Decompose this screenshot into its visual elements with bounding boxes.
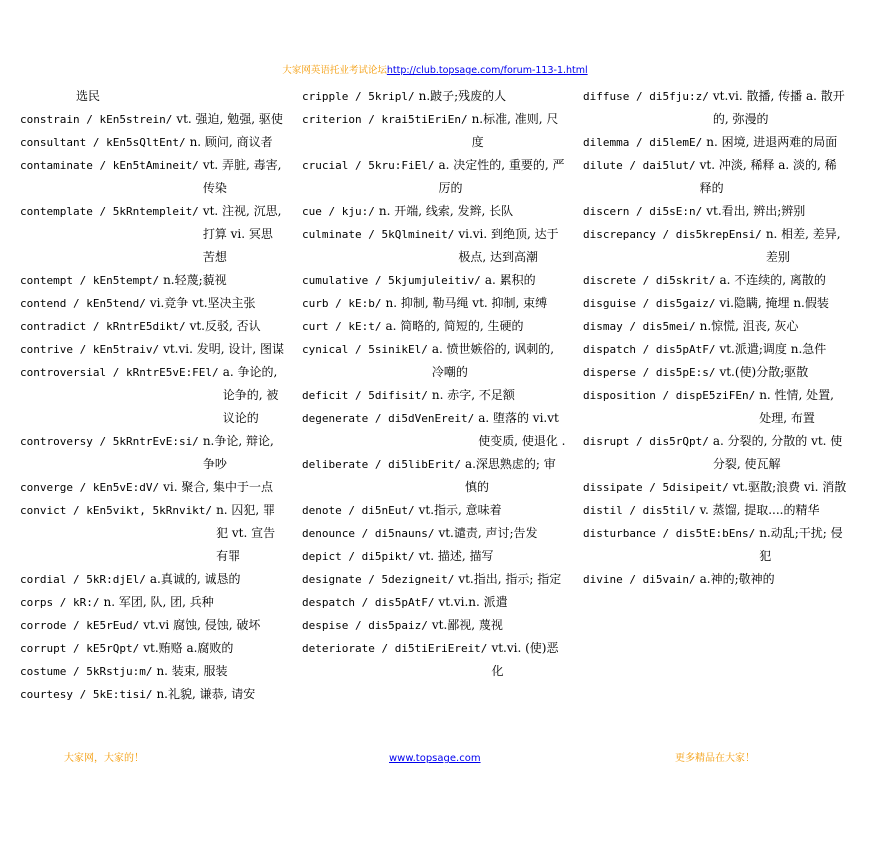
entry-word: contradict / kRntrE5dikt/ bbox=[20, 320, 186, 333]
entry-word: denounce / di5nauns/ bbox=[302, 527, 435, 540]
entry-word: discrete / di5skrit/ bbox=[583, 274, 716, 287]
entry-word: controversy / 5kRntrEvE:si/ bbox=[20, 435, 199, 448]
entry-word: criterion / krai5tiEriEn/ bbox=[302, 113, 468, 126]
entry-definition: a.神的;敬神的 bbox=[699, 572, 775, 586]
vocab-entry bbox=[583, 131, 847, 154]
entry-definition: n.动乱;干扰; 侵犯 bbox=[759, 526, 843, 563]
entry-definition: n.跛子;残废的人 bbox=[418, 89, 507, 103]
vocab-entry bbox=[583, 430, 847, 476]
entry-word: culminate / 5kQlmineit/ bbox=[302, 228, 455, 241]
vocab-entry bbox=[583, 568, 847, 591]
entry-definition: vt.vi 腐蚀, 侵蚀, 破坏 bbox=[143, 618, 261, 632]
entry-word: disturbance / dis5tE:bEns/ bbox=[583, 527, 756, 540]
entry-definition: n. 赤字, 不足额 bbox=[431, 388, 515, 402]
footer-site-link[interactable]: www.topsage.com bbox=[389, 753, 481, 764]
entry-word: corps / kR:/ bbox=[20, 596, 100, 609]
vocab-entry bbox=[583, 154, 847, 200]
vocab-entry bbox=[302, 637, 566, 683]
entry-word: courtesy / 5kE:tisi/ bbox=[20, 688, 153, 701]
vocab-entry bbox=[20, 200, 284, 269]
vocab-entry bbox=[20, 660, 284, 683]
entry-definition: a. 愤世嫉俗的, 讽刺的, 冷嘲的 bbox=[431, 342, 555, 379]
vocab-entry bbox=[302, 591, 566, 614]
entry-word: convict / kEn5vikt, 5kRnvikt/ bbox=[20, 504, 213, 517]
entry-word: dissipate / 5disipeit/ bbox=[583, 481, 729, 494]
vocab-entry bbox=[302, 384, 566, 407]
vocab-entry bbox=[583, 522, 847, 568]
entry-word: corrode / kE5rEud/ bbox=[20, 619, 140, 632]
vocab-entry bbox=[583, 85, 847, 131]
entry-word: cynical / 5sinikEl/ bbox=[302, 343, 428, 356]
entry-definition: vt. 强迫, 勉强, 驱使 bbox=[176, 112, 283, 126]
entry-word: depict / di5pikt/ bbox=[302, 550, 415, 563]
vocab-entry bbox=[20, 683, 284, 706]
vocab-entry bbox=[302, 338, 566, 384]
vocab-entry bbox=[20, 568, 284, 591]
entry-definition: vi.隐瞒, 掩埋 n.假装 bbox=[719, 296, 829, 310]
entry-definition: a. 分裂的, 分散的 vt. 使分裂, 使瓦解 bbox=[712, 434, 843, 471]
column-continuation: 选民 bbox=[76, 89, 101, 103]
vocab-entry bbox=[20, 430, 284, 476]
vocab-entry bbox=[583, 223, 847, 269]
entry-definition: n.争论, 辩论, 争吵 bbox=[202, 434, 274, 471]
entry-definition: vt.(使)分散;驱散 bbox=[719, 365, 809, 379]
entry-definition: vt.贿赂 a.腐败的 bbox=[143, 641, 234, 655]
entry-definition: vt.指示, 意味着 bbox=[418, 503, 502, 517]
footer-slogan-left: 大家网，大家的！ bbox=[64, 753, 144, 764]
entry-definition: n. 开端, 线索, 发辫, 长队 bbox=[378, 204, 514, 218]
entry-definition: vt.谴责, 声讨;告发 bbox=[438, 526, 538, 540]
entry-definition: vt. 描述, 描写 bbox=[418, 549, 494, 563]
entry-word: converge / kEn5vE:dV/ bbox=[20, 481, 160, 494]
vocab-entry bbox=[20, 292, 284, 315]
entry-word: despise / dis5paiz/ bbox=[302, 619, 428, 632]
vocab-entry bbox=[302, 453, 566, 499]
vocab-entry bbox=[583, 269, 847, 292]
vocab-entry bbox=[302, 85, 566, 108]
vocab-entry bbox=[583, 499, 847, 522]
entry-definition: n. 囚犯, 罪犯 vt. 宣告有罪 bbox=[216, 503, 276, 563]
entry-word: dilemma / di5lemE/ bbox=[583, 136, 703, 149]
entry-word: disposition / dispE5ziFEn/ bbox=[583, 389, 756, 402]
vocab-entry bbox=[583, 476, 847, 499]
entry-definition: n. 军团, 队, 团, 兵种 bbox=[103, 595, 214, 609]
entry-word: dilute / dai5lut/ bbox=[583, 159, 696, 172]
vocab-entry bbox=[20, 108, 284, 131]
entry-word: cripple / 5kripl/ bbox=[302, 90, 415, 103]
vocab-entry bbox=[20, 591, 284, 614]
entry-definition: n.轻蔑;藐视 bbox=[163, 273, 227, 287]
vocab-entry bbox=[583, 384, 847, 430]
entry-word: curt / kE:t/ bbox=[302, 320, 382, 333]
vocab-entry bbox=[302, 108, 566, 154]
entry-definition: n. 相差, 差异, 差别 bbox=[765, 227, 841, 264]
entry-definition: vt.看出, 辨出;辨别 bbox=[706, 204, 806, 218]
entry-word: contaminate / kEn5tAmineit/ bbox=[20, 159, 199, 172]
entry-word: denote / di5nEut/ bbox=[302, 504, 415, 517]
vocab-entry bbox=[583, 361, 847, 384]
entry-definition: n. 性情, 处置, 处理, 布置 bbox=[759, 388, 834, 425]
footer-slogan-right: 更多精品在大家！ bbox=[675, 753, 755, 764]
entry-definition: vt.反驳, 否认 bbox=[189, 319, 261, 333]
vocab-entry bbox=[302, 614, 566, 637]
entry-word: deficit / 5difisit/ bbox=[302, 389, 428, 402]
entry-word: diffuse / di5fju:z/ bbox=[583, 90, 709, 103]
entry-word: discern / di5sE:n/ bbox=[583, 205, 703, 218]
column-3 bbox=[583, 85, 847, 591]
entry-definition: vt.vi.n. 派遣 bbox=[438, 595, 508, 609]
entry-word: despatch / dis5pAtF/ bbox=[302, 596, 435, 609]
entry-definition: vt. 冲淡, 稀释 a. 淡的, 稀释的 bbox=[699, 158, 837, 195]
entry-definition: n. 顾问, 商议者 bbox=[189, 135, 273, 149]
entry-definition: a.深思熟虑的; 审慎的 bbox=[464, 457, 556, 494]
vocab-entry bbox=[20, 614, 284, 637]
vocab-entry bbox=[302, 522, 566, 545]
vocab-entry bbox=[302, 568, 566, 591]
entry-definition: a. 累积的 bbox=[484, 273, 536, 287]
entry-definition: vt.vi. 发明, 设计, 图谋 bbox=[163, 342, 284, 356]
entry-word: contemplate / 5kRntempleit/ bbox=[20, 205, 199, 218]
entry-definition: vi.vi. 到绝顶, 达于极点, 达到高潮 bbox=[458, 227, 559, 264]
vocab-entry bbox=[20, 499, 284, 568]
entry-definition: n.惊慌, 沮丧, 灰心 bbox=[699, 319, 799, 333]
entry-definition: vt. 注视, 沉思, 打算 vi. 冥思苦想 bbox=[202, 204, 282, 264]
entry-definition: vt.派遣;调度 n.急件 bbox=[719, 342, 827, 356]
entry-word: curb / kE:b/ bbox=[302, 297, 382, 310]
entry-definition: vt.驱散;浪费 vi. 消散 bbox=[732, 480, 847, 494]
entry-word: controversial / kRntrE5vE:FEl/ bbox=[20, 366, 219, 379]
entry-word: dismay / dis5mei/ bbox=[583, 320, 696, 333]
entry-definition: a. 堕落的 vi.vt 使变质, 使退化 . bbox=[478, 411, 566, 448]
vocab-entry bbox=[20, 154, 284, 200]
entry-word: disguise / dis5gaiz/ bbox=[583, 297, 716, 310]
vocab-entry bbox=[302, 269, 566, 292]
column-1 bbox=[20, 85, 284, 706]
vocab-entry bbox=[583, 315, 847, 338]
vocab-entry bbox=[302, 154, 566, 200]
entry-word: contempt / kEn5tempt/ bbox=[20, 274, 160, 287]
entry-word: cordial / 5kR:djEl/ bbox=[20, 573, 146, 586]
page-header bbox=[0, 64, 870, 78]
header-site-name: 大家网英语托业考试论坛 bbox=[282, 65, 387, 76]
entry-word: cumulative / 5kjumjuleitiv/ bbox=[302, 274, 481, 287]
entry-definition: n. 抑制, 勒马绳 vt. 抑制, 束缚 bbox=[385, 296, 548, 310]
vocab-entry bbox=[583, 200, 847, 223]
entry-word: cue / kju:/ bbox=[302, 205, 375, 218]
entry-definition: a. 争论的, 论争的, 被议论的 bbox=[222, 365, 279, 425]
vocab-entry bbox=[302, 499, 566, 522]
vocab-entry bbox=[302, 200, 566, 223]
vocab-entry bbox=[302, 545, 566, 568]
entry-definition: vi.竞争 vt.坚决主张 bbox=[149, 296, 256, 310]
vocab-entry bbox=[302, 407, 566, 453]
entry-definition: n.礼貌, 谦恭, 请安 bbox=[156, 687, 256, 701]
entry-word: corrupt / kE5rQpt/ bbox=[20, 642, 140, 655]
vocab-entry bbox=[302, 292, 566, 315]
entry-word: discrepancy / dis5krepEnsi/ bbox=[583, 228, 762, 241]
entry-definition: n. 困境, 进退两难的局面 bbox=[706, 135, 838, 149]
header-forum-link[interactable]: http://club.topsage.com/forum-113-1.html bbox=[386, 65, 588, 76]
entry-definition: n. 装束, 服装 bbox=[156, 664, 228, 678]
entry-word: dispatch / dis5pAtF/ bbox=[583, 343, 716, 356]
entry-word: costume / 5kRstju:m/ bbox=[20, 665, 153, 678]
entry-word: degenerate / di5dVenEreit/ bbox=[302, 412, 475, 425]
vocab-entry bbox=[20, 476, 284, 499]
vocab-entry bbox=[302, 315, 566, 338]
entry-word: contend / kEn5tend/ bbox=[20, 297, 146, 310]
entry-word: deliberate / di5libErit/ bbox=[302, 458, 461, 471]
entry-definition: a.真诚的, 诚恳的 bbox=[149, 572, 241, 586]
entry-word: designate / 5dezigneit/ bbox=[302, 573, 455, 586]
entry-word: disrupt / dis5rQpt/ bbox=[583, 435, 709, 448]
entry-definition: vi. 聚合, 集中于一点 bbox=[163, 480, 273, 494]
entry-word: deteriorate / di5tiEriEreit/ bbox=[302, 642, 488, 655]
entry-definition: vt.鄙视, 蔑视 bbox=[431, 618, 503, 632]
entry-definition: vt. 弄脏, 毒害, 传染 bbox=[202, 158, 282, 195]
vocab-entry bbox=[20, 338, 284, 361]
vocab-entry bbox=[20, 269, 284, 292]
vocab-entry bbox=[20, 637, 284, 660]
vocab-entry bbox=[583, 292, 847, 315]
entry-definition: a. 不连续的, 离散的 bbox=[719, 273, 826, 287]
vocab-entry bbox=[302, 223, 566, 269]
vocab-entry bbox=[20, 131, 284, 154]
entry-word: constrain / kEn5strein/ bbox=[20, 113, 173, 126]
entry-definition: a. 简略的, 简短的, 生硬的 bbox=[385, 319, 524, 333]
entry-definition: vt.vi. 散播, 传播 a. 散开的, 弥漫的 bbox=[712, 89, 845, 126]
entry-definition: n.标准, 准则, 尺度 bbox=[471, 112, 559, 149]
entry-word: crucial / 5kru:FiEl/ bbox=[302, 159, 435, 172]
entry-word: divine / di5vain/ bbox=[583, 573, 696, 586]
entry-word: distil / dis5til/ bbox=[583, 504, 696, 517]
entry-word: contrive / kEn5traiv/ bbox=[20, 343, 160, 356]
entry-definition: v. 蒸馏, 提取....的精华 bbox=[699, 503, 820, 517]
entry-word: consultant / kEn5sQltEnt/ bbox=[20, 136, 186, 149]
vocab-entry bbox=[583, 338, 847, 361]
entry-definition: vt.vi. (使)恶化 bbox=[491, 641, 559, 678]
entry-word: disperse / dis5pE:s/ bbox=[583, 366, 716, 379]
vocab-entry bbox=[20, 361, 284, 430]
column-2 bbox=[302, 85, 566, 683]
entry-definition: vt.指出, 指示; 指定 bbox=[458, 572, 562, 586]
vocab-entry bbox=[20, 315, 284, 338]
entry-definition: a. 决定性的, 重要的, 严厉的 bbox=[438, 158, 565, 195]
